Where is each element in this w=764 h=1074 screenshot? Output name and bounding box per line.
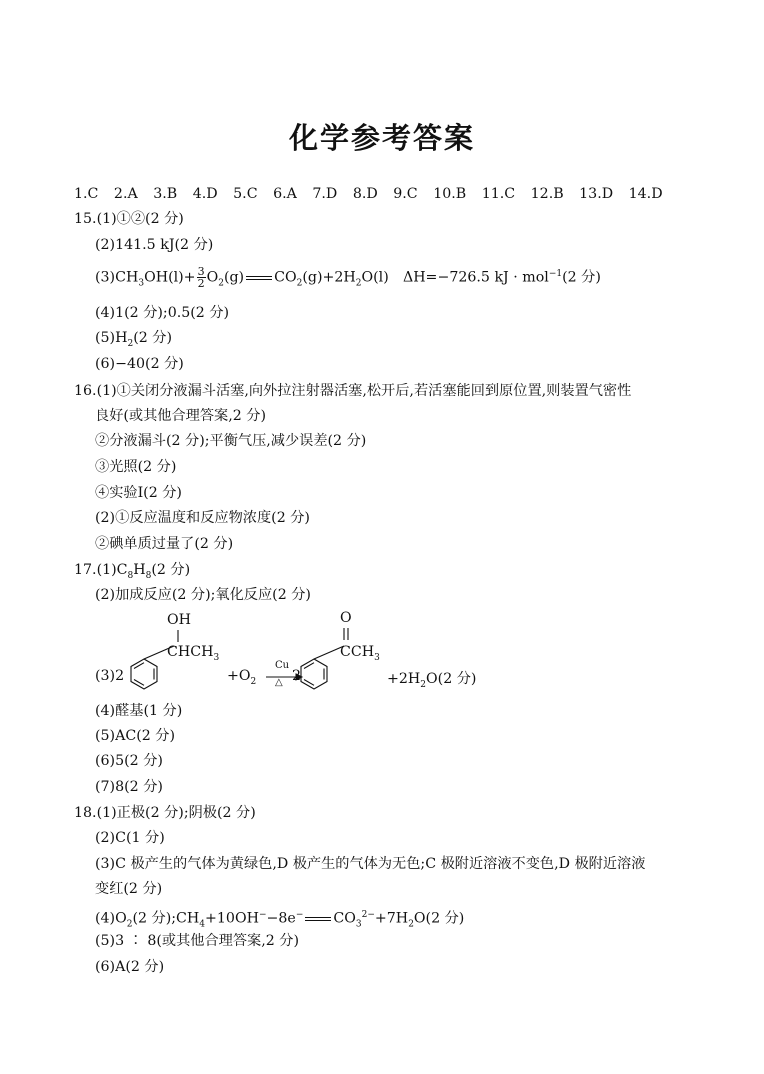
q18-part1: 18.(1)正极(2 分);阴极(2 分) [74,805,256,821]
q17-part5: (5)AC(2 分) [95,728,175,744]
mcq-answer: 5.C [233,186,258,202]
q15-part6: (6)−40(2 分) [95,356,184,372]
q18-part6: (6)A(2 分) [95,959,165,975]
benzene-ring [301,659,327,689]
q17-part2: (2)加成反应(2 分);氧化反应(2 分) [95,587,311,603]
heat-symbol: △ [275,677,283,688]
q16-part5: (2)①反应温度和反应物浓度(2 分) [95,510,310,526]
page-title: 化学参考答案 [288,121,475,155]
q16-part1-line2: 良好(或其他合理答案,2 分) [95,408,266,424]
hydroxyl-label: OH [167,612,192,628]
mcq-answer: 7.D [312,186,338,202]
mcq-answers-row [74,185,674,203]
mcq-answer: 1.C [74,186,99,202]
q18-part3-line1: (3)C 极产生的气体为黄绿色,D 极产生的气体为无色;C 极附近溶液不变色,D 极附近溶液 [95,856,646,872]
q16-part6: ②碘单质过量了(2 分) [95,536,234,552]
mcq-answer: 13.D [579,186,614,202]
benzene-ring [131,659,157,689]
q17-part4: (4)醛基(1 分) [95,703,183,719]
q16-part1-line1: 16.(1)①关闭分液漏斗活塞,向外拉注射器活塞,松开后,若活塞能回到原位置,则装置气密性 [74,383,632,399]
q15-part4: (4)1(2 分);0.5(2 分) [95,305,230,321]
q18-part2: (2)C(1 分) [95,830,165,846]
mcq-answer: 9.C [393,186,418,202]
q15-part2: (2)141.5 kJ(2 分) [95,237,214,253]
q17-part6: (6)5(2 分) [95,753,163,769]
q18-part4-equation: $(4)O_2(2$ 分)$;CH_4+10OH^--8e^-$ $CO_3^{2-}+7H_2O(2$ 分) [95,910,465,930]
q17-part7: (7)8(2 分) [95,779,163,795]
mcq-answer: 3.B [153,186,178,202]
mcq-answer: 8.D [352,186,378,202]
catalyst-label: Cu [275,660,290,671]
q17-part1: $17.(1)C_8H_8(2$ 分) [74,562,191,581]
q16-part3: ③光照(2 分) [95,459,177,475]
mcq-answer: 12.B [530,186,564,202]
reaction-equals-sign [246,276,272,280]
q16-part4: ④实验Ⅰ(2 分) [95,485,182,501]
q18-part3-line2: 变红(2 分) [95,881,163,897]
mcq-answer: 4.D [192,186,218,202]
q18-part5: (5)3 ∶ 8(或其他合理答案,2 分) [95,933,299,949]
fraction: $\frac{3}{2}$ [197,265,205,291]
q15-part5: $(5)H_2(2$ 分) [95,330,173,349]
mcq-answer: 14.D [628,186,663,202]
mcq-answer: 11.C [481,186,516,202]
q16-part2: ②分液漏斗(2 分);平衡气压,减少误差(2 分) [95,433,367,449]
mcq-answer: 6.A [273,186,297,202]
mcq-answer: 2.A [113,186,138,202]
mcq-answer: 10.B [433,186,467,202]
q17-part3-reaction: (3)2 OH $CHCH_3$ $+O_2$ Cu △ 2 O $CCH_3$ $+2H_2O(2$ 分) [74,610,694,700]
q15-part1: 15.(1)①②(2 分) [74,211,184,227]
q15-part3-equation: $(3)CH_3OH(l)+$ $\frac{3}{2}$ $O_2(g)$ $CO_2(g)+2H_2O(l)$ ΔH=−726.5 kJ · mol$^{-1}$(2 分) [95,265,601,291]
carbonyl-oxygen-label: O [340,610,352,626]
reaction-equals-sign [305,917,331,921]
